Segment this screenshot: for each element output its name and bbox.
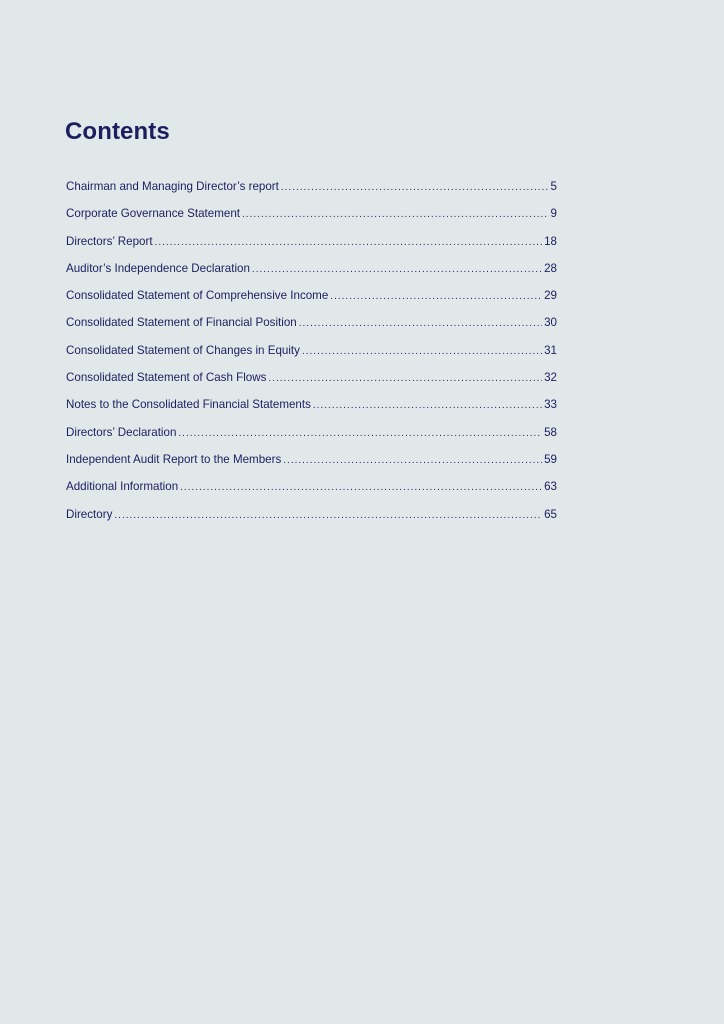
toc-dot-leader	[155, 234, 543, 252]
toc-entry[interactable]	[66, 178, 557, 205]
toc-entry-label: Directors’ Report	[66, 234, 153, 248]
toc-dot-leader	[114, 507, 542, 525]
toc-entry-label: Notes to the Consolidated Financial Statements	[66, 398, 311, 412]
page-title: Contents	[65, 118, 170, 145]
toc-entry-label: Consolidated Statement of Comprehensive Income	[66, 289, 329, 303]
toc-dot-leader	[313, 397, 542, 415]
toc-entry-label: Independent Audit Report to the Members	[66, 452, 282, 466]
toc-entry[interactable]	[66, 314, 557, 341]
toc-entry-page: 29	[544, 289, 557, 303]
toc-entry[interactable]	[66, 451, 557, 478]
toc-entry-label: Consolidated Statement of Cash Flows	[66, 371, 267, 385]
toc-entry[interactable]	[66, 369, 557, 396]
toc-entry[interactable]	[66, 424, 557, 451]
toc-entry-label: Chairman and Managing Director’s report	[66, 180, 279, 193]
toc-entry-page: 30	[544, 316, 557, 330]
toc-entry-label: Additional Information	[66, 480, 179, 494]
toc-entry-page: 5	[550, 180, 557, 193]
toc-entry[interactable]	[66, 342, 557, 369]
toc-dot-leader	[268, 370, 542, 388]
table-of-contents	[66, 178, 557, 533]
toc-entry-page: 63	[544, 480, 557, 494]
toc-dot-leader	[252, 261, 542, 279]
toc-entry-label: Consolidated Statement of Changes in Equity	[66, 343, 300, 357]
toc-entry-label: Directors’ Declaration	[66, 425, 177, 439]
toc-dot-leader	[283, 452, 542, 470]
toc-dot-leader	[242, 206, 549, 224]
toc-dot-leader	[302, 343, 542, 361]
toc-entry-label: Auditor’s Independence Declaration	[66, 261, 250, 275]
toc-dot-leader	[281, 179, 549, 197]
toc-entry[interactable]	[66, 205, 557, 232]
toc-entry-label: Directory	[66, 507, 113, 521]
toc-entry[interactable]	[66, 233, 557, 260]
toc-dot-leader	[178, 425, 542, 443]
toc-dot-leader	[299, 315, 542, 333]
toc-entry-page: 28	[544, 261, 557, 275]
toc-entry-label: Corporate Governance Statement	[66, 207, 241, 221]
toc-entry-page: 18	[544, 234, 557, 248]
toc-entry[interactable]	[66, 478, 557, 505]
toc-entry-page: 33	[544, 398, 557, 412]
toc-dot-leader	[180, 479, 542, 497]
toc-entry[interactable]	[66, 506, 557, 533]
toc-entry-page: 59	[544, 452, 557, 466]
toc-entry[interactable]	[66, 260, 557, 287]
toc-entry-page: 9	[550, 207, 557, 221]
toc-entry-page: 31	[544, 343, 557, 357]
toc-entry[interactable]	[66, 287, 557, 314]
toc-entry[interactable]	[66, 396, 557, 423]
toc-entry-page: 65	[544, 507, 557, 521]
toc-dot-leader	[330, 288, 542, 306]
toc-entry-page: 58	[544, 425, 557, 439]
toc-entry-page: 32	[544, 371, 557, 385]
toc-entry-label: Consolidated Statement of Financial Position	[66, 316, 297, 330]
